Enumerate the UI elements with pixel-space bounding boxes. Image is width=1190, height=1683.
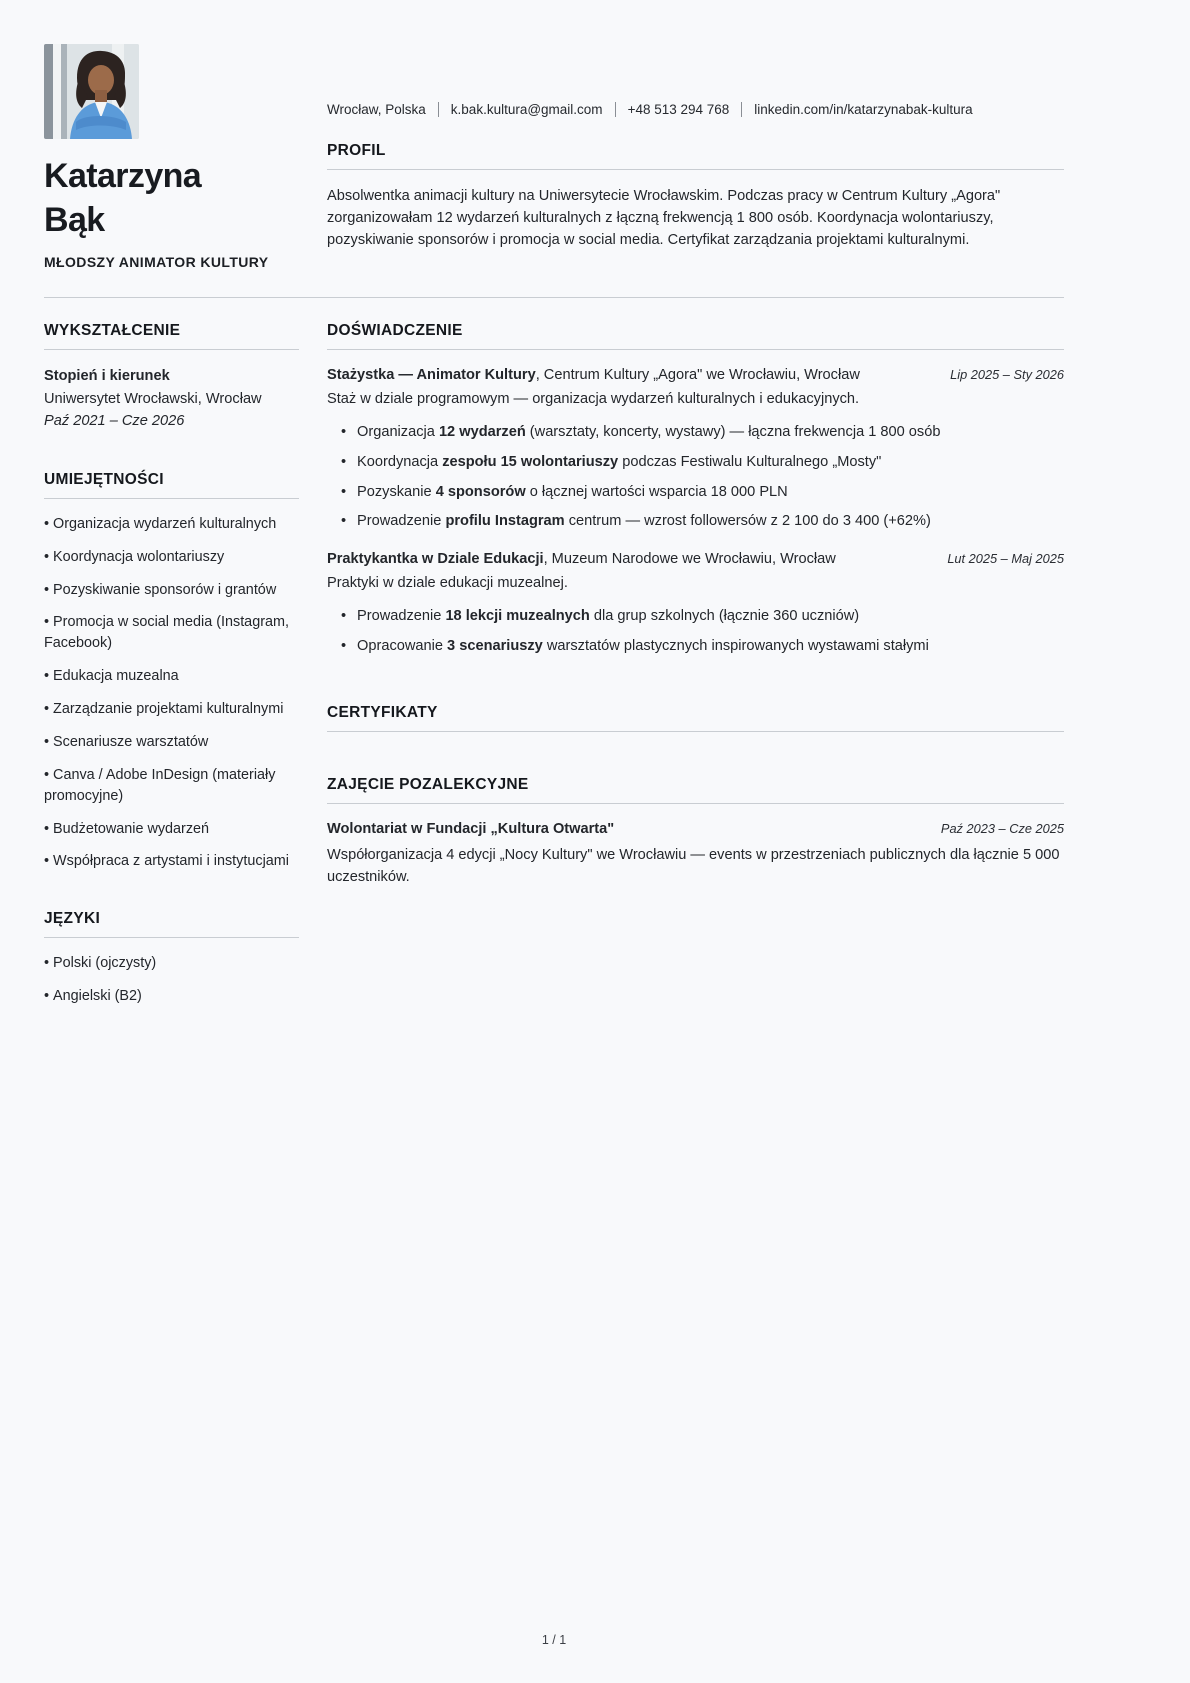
- job-header: [327, 365, 1064, 387]
- skill-item: • Canva / Adobe InDesign (materiały promocyjne): [44, 765, 299, 807]
- job-header: [327, 549, 1064, 571]
- languages-heading: JĘZYKI: [44, 910, 299, 938]
- candidate-name: [44, 155, 299, 242]
- job-bullet: • Prowadzenie profilu Instagram centrum — wzrost followersów z 2 100 do 3 400 (+62%): [341, 511, 1064, 533]
- experience-heading: DOŚWIADCZENIE: [327, 322, 1064, 350]
- education-school: Uniwersytet Wrocławski, Wrocław: [44, 390, 262, 407]
- contact-item: k.bak.kultura@gmail.com: [451, 102, 628, 117]
- job-title-line: [327, 549, 931, 571]
- job-company: , Centrum Kultury „Agora" we Wrocławiu, Wrocław: [535, 367, 860, 384]
- job-title: Praktykantka w Dziale Edukacji: [327, 551, 544, 568]
- education-heading: WYKSZTAŁCENIE: [44, 322, 299, 350]
- extracurricular-text: Współorganizacja 4 edycji „Nocy Kultury" we Wrocławiu — events w przestrzeniach publicznych dla łącznie 5 000 uczestników.: [327, 846, 1060, 885]
- languages-list: [44, 953, 299, 1007]
- skill-item: • Koordynacja wolontariuszy: [44, 547, 299, 568]
- section-extracurricular: [327, 776, 1064, 888]
- section-profile: [327, 142, 1064, 252]
- contact-item: linkedin.com/in/katarzynabak-kultura: [754, 102, 973, 117]
- education-degree: Stopień i kierunek: [44, 368, 170, 385]
- skill-item: • Scenariusze warsztatów: [44, 732, 299, 753]
- skill-item: • Pozyskiwanie sponsorów i grantów: [44, 580, 299, 601]
- experience-entry: [327, 549, 1064, 658]
- profile-text: Absolwentka animacji kultury na Uniwersytecie Wrocławskim. Podczas pracy w Centrum Kultury „Agora" zorganizowałam 12 wydarzeń kulturalnych z łączną frekwencją 1 800 osób. Koordynacja wolontariuszy, pozyskiwanie sponsorów i promocja w social media. Certyfikat zarządzania projektami kulturalnymi.: [327, 188, 1001, 249]
- skills-heading: UMIEJĘTNOŚCI: [44, 471, 299, 499]
- header-divider: [44, 297, 1064, 298]
- page-number: 1 / 1: [541, 1633, 567, 1647]
- job-bullet: • Opracowanie 3 scenariuszy warsztatów plastycznych inspirowanych wystawami stałymi: [341, 636, 1064, 658]
- section-skills: [44, 471, 299, 873]
- job-dates: Lut 2025 – Maj 2025: [947, 551, 1064, 567]
- job-bullet-list: [327, 606, 1064, 658]
- job-title-line: [327, 365, 934, 387]
- skill-item: • Zarządzanie projektami kulturalnymi: [44, 699, 299, 720]
- profile-photo-illustration: [44, 44, 139, 139]
- job-bullet-list: [327, 422, 1064, 534]
- candidate-last-name: Bąk: [44, 200, 105, 239]
- job-bullet: • Prowadzenie 18 lekcji muzealnych dla grup szkolnych (łącznie 360 uczniów): [341, 606, 1064, 628]
- candidate-first-name: Katarzyna: [44, 157, 202, 195]
- job-title: Stażystka — Animator Kultury: [327, 367, 536, 384]
- skill-item: • Promocja w social media (Instagram, Facebook): [44, 612, 299, 654]
- header-left: [44, 44, 299, 270]
- contact-row: [327, 102, 1064, 117]
- section-languages: [44, 910, 299, 1007]
- candidate-title: MŁODSZY ANIMATOR KULTURY: [44, 254, 269, 271]
- skills-list: [44, 514, 299, 873]
- job-subtitle: Praktyki w dziale edukacji muzealnej.: [327, 575, 568, 592]
- experience-entry: [327, 365, 1064, 533]
- skill-item: • Współpraca z artystami i instytucjami: [44, 851, 299, 872]
- extracurricular-dates: Paź 2023 – Cze 2025: [940, 820, 1064, 836]
- job-subtitle: Staż w dziale programowym — organizacja wydarzeń kulturalnych i edukacyjnych.: [327, 390, 860, 407]
- job-company: , Muzeum Narodowe we Wrocławiu, Wrocław: [543, 551, 836, 568]
- language-item: • Angielski (B2): [44, 986, 299, 1007]
- header: [44, 44, 1064, 270]
- job-bullet: • Koordynacja zespołu 15 wolontariuszy podczas Festiwalu Kulturalnego „Mosty": [341, 452, 1064, 474]
- education-dates: Paź 2021 – Cze 2026: [44, 413, 185, 430]
- job-dates: Lip 2025 – Sty 2026: [950, 367, 1064, 383]
- extracurricular-heading: ZAJĘCIE POZALEKCYJNE: [327, 776, 1064, 804]
- header-right: [327, 44, 1064, 270]
- main-column: [327, 322, 1064, 888]
- job-bullet: • Organizacja 12 wydarzeń (warsztaty, koncerty, wystawy) — łączna frekwencja 1 800 osób: [341, 422, 1064, 444]
- resume-body: [44, 322, 1064, 1045]
- skill-item: • Edukacja muzealna: [44, 666, 299, 687]
- contact-item: Wrocław, Polska: [327, 102, 451, 117]
- section-experience: [327, 322, 1064, 658]
- section-certificates: [327, 704, 1064, 732]
- language-item: • Polski (ojczysty): [44, 953, 299, 974]
- profile-photo: [44, 44, 139, 139]
- extracurricular-header: [327, 819, 1064, 841]
- profile-heading: PROFIL: [327, 142, 1064, 170]
- job-bullet: • Pozyskanie 4 sponsorów o łącznej wartości wsparcia 18 000 PLN: [341, 482, 1064, 504]
- certificates-heading: CERTYFIKATY: [327, 704, 1064, 732]
- sidebar: [44, 322, 299, 1045]
- contact-item: +48 513 294 768: [628, 102, 755, 117]
- section-education: [44, 322, 299, 433]
- skill-item: • Organizacja wydarzeń kulturalnych: [44, 514, 299, 535]
- extracurricular-title: Wolontariat w Fundacji „Kultura Otwarta": [327, 820, 615, 837]
- skill-item: • Budżetowanie wydarzeń: [44, 819, 299, 840]
